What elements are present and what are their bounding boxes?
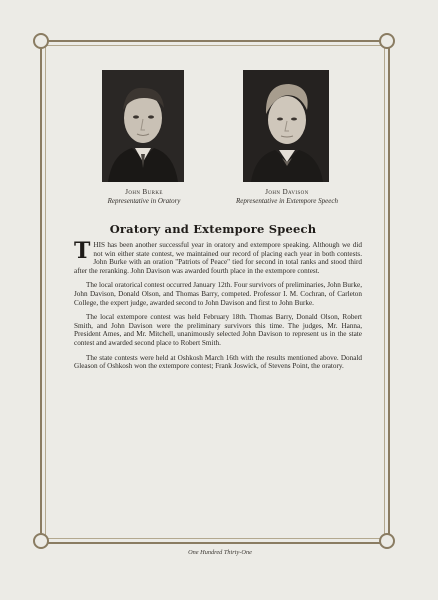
border-ornament — [33, 33, 49, 49]
portrait-image — [102, 70, 184, 182]
page-number: One Hundred Thirty-One — [188, 549, 252, 556]
portrait-photo-burke — [102, 70, 184, 182]
paragraph-text: HIS has been another successful year in oratory and extempore speaking. Although we did not win either state contest, we maintained our record of placing each year in both contests. John Burke with an oration "Patriots of Peace" tied for second in total ranks and stood third after the reranking. John Davison was awarded fourth place in the extempore contest. — [74, 241, 362, 275]
paragraph: The state contests were held at Oshkosh March 16th with the results mentioned above. Donald Gleason of Oshkosh won the extempore contest; Frank Joswick, of Stevens Point, the oratory. — [74, 353, 362, 371]
paragraph — [74, 238, 362, 275]
portrait-role: Representative in Oratory — [107, 196, 181, 205]
caption-burke — [92, 188, 196, 205]
portrait-name: John Burke — [125, 188, 163, 196]
border-ornament — [379, 533, 395, 549]
border-ornament — [33, 533, 49, 549]
paragraph: The local oratorical contest occurred January 12th. Four survivors of preliminaries, John Burke, John Davison, Donald Olson, and Thomas Barry, competed. Professor I. M. Cochran, of Carleton College, the expert judge, awarded second to John Davison and first to John Burke. — [74, 281, 362, 307]
article-body — [74, 238, 362, 377]
border-ornament — [379, 33, 395, 49]
portrait-photo-davison — [243, 70, 329, 182]
caption-davison — [236, 188, 338, 205]
paragraph: The local extempore contest was held February 18th. Thomas Barry, Donald Olson, Robert Smith, and John Davison were the preliminary survivors this time. The judges, Mr. Hanna, President Ames, and Mr. Mitchell, unanimously selected John Davison to represent us in the state contest and awarded second place to Robert Smith. — [74, 313, 362, 347]
portrait-role: Representative in Extempore Speech — [236, 196, 338, 205]
portrait-name: John Davison — [265, 188, 309, 196]
portrait-image — [243, 70, 329, 182]
drop-cap: T — [74, 238, 91, 264]
section-title: Oratory and Extempore Speech — [109, 222, 317, 236]
